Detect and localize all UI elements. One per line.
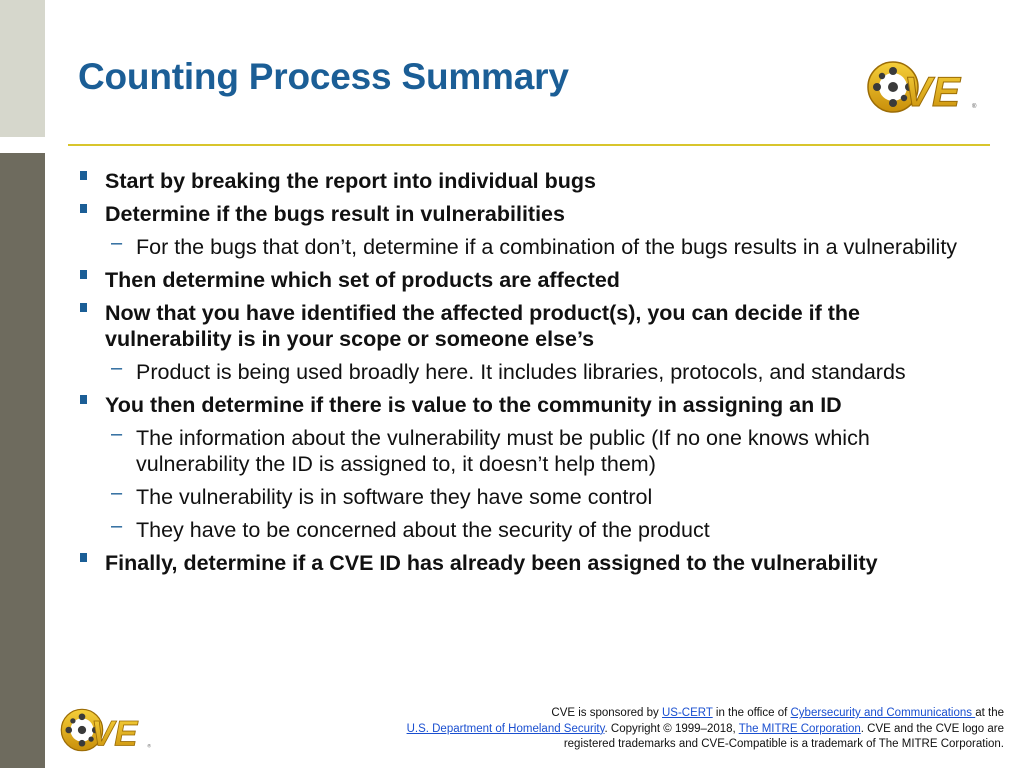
bullet-square-icon bbox=[80, 553, 87, 562]
title-rule bbox=[68, 144, 990, 146]
bullet-square-icon bbox=[80, 204, 87, 213]
slide-title: Counting Process Summary bbox=[78, 56, 569, 97]
bullet-5: You then determine if there is value to the community in assigning an ID bbox=[78, 392, 988, 418]
bullet-square-icon bbox=[80, 270, 87, 279]
bullet-square-icon bbox=[80, 395, 87, 404]
cybersecurity-link[interactable]: Cybersecurity and Communications bbox=[790, 707, 976, 719]
dhs-link[interactable]: U.S. Department of Homeland Security bbox=[406, 722, 605, 735]
side-bar-bottom bbox=[0, 153, 45, 768]
sub-bullet-5: – They have to be concerned about the security of the product bbox=[111, 515, 710, 542]
dash-icon: – bbox=[111, 515, 123, 537]
svg-text:VE: VE bbox=[91, 715, 138, 754]
bullet-2: Determine if the bugs result in vulnerabilities bbox=[78, 201, 988, 227]
sub-bullet-2: – Product is being used broadly here. It includes libraries, protocols, and standards bbox=[111, 357, 906, 384]
dash-icon: – bbox=[111, 232, 123, 254]
sub-bullet-3: – The information about the vulnerability must be public (If no one knows which vulnerability the ID is assigned to, it doesn’t help them) bbox=[111, 423, 870, 476]
svg-text:VE: VE bbox=[904, 68, 961, 115]
bullet-6: Finally, determine if a CVE ID has already been assigned to the vulnerability bbox=[78, 550, 988, 576]
dash-icon: – bbox=[111, 357, 123, 379]
side-bar-top bbox=[0, 0, 45, 137]
svg-text:®: ® bbox=[972, 104, 977, 110]
bullet-square-icon bbox=[80, 171, 87, 180]
footer-note: CVE is sponsored by US-CERT in the office of Cybersecurity and Communications at the U.S. Department of Homeland Security. Copyright © 1999–2018, The MITRE Corporation. CVE and the CVE logo are registered trademarks and CVE-Compatible is a trademark of The MITRE Corporation. bbox=[406, 707, 1004, 750]
cve-logo-footer bbox=[58, 706, 154, 754]
dash-icon: – bbox=[111, 482, 123, 504]
bullet-square-icon bbox=[80, 303, 87, 312]
bullet-4: Now that you have identified the affected product(s), you can decide if the vulnerability is in your scope or someone else’s bbox=[78, 300, 988, 352]
sub-bullet-4: – The vulnerability is in software they have some control bbox=[111, 482, 653, 509]
slide-content bbox=[78, 168, 988, 583]
svg-text:®: ® bbox=[147, 744, 152, 750]
us-cert-link[interactable]: US-CERT bbox=[662, 707, 713, 719]
sub-bullet-1: – For the bugs that don’t, determine if a combination of the bugs results in a vulnerability bbox=[111, 232, 958, 259]
bullet-1: Start by breaking the report into individual bugs bbox=[78, 168, 988, 194]
bullet-3: Then determine which set of products are affected bbox=[78, 267, 988, 293]
cve-logo bbox=[866, 58, 978, 116]
mitre-link[interactable]: The MITRE Corporation bbox=[738, 722, 861, 735]
dash-icon: – bbox=[111, 423, 123, 445]
